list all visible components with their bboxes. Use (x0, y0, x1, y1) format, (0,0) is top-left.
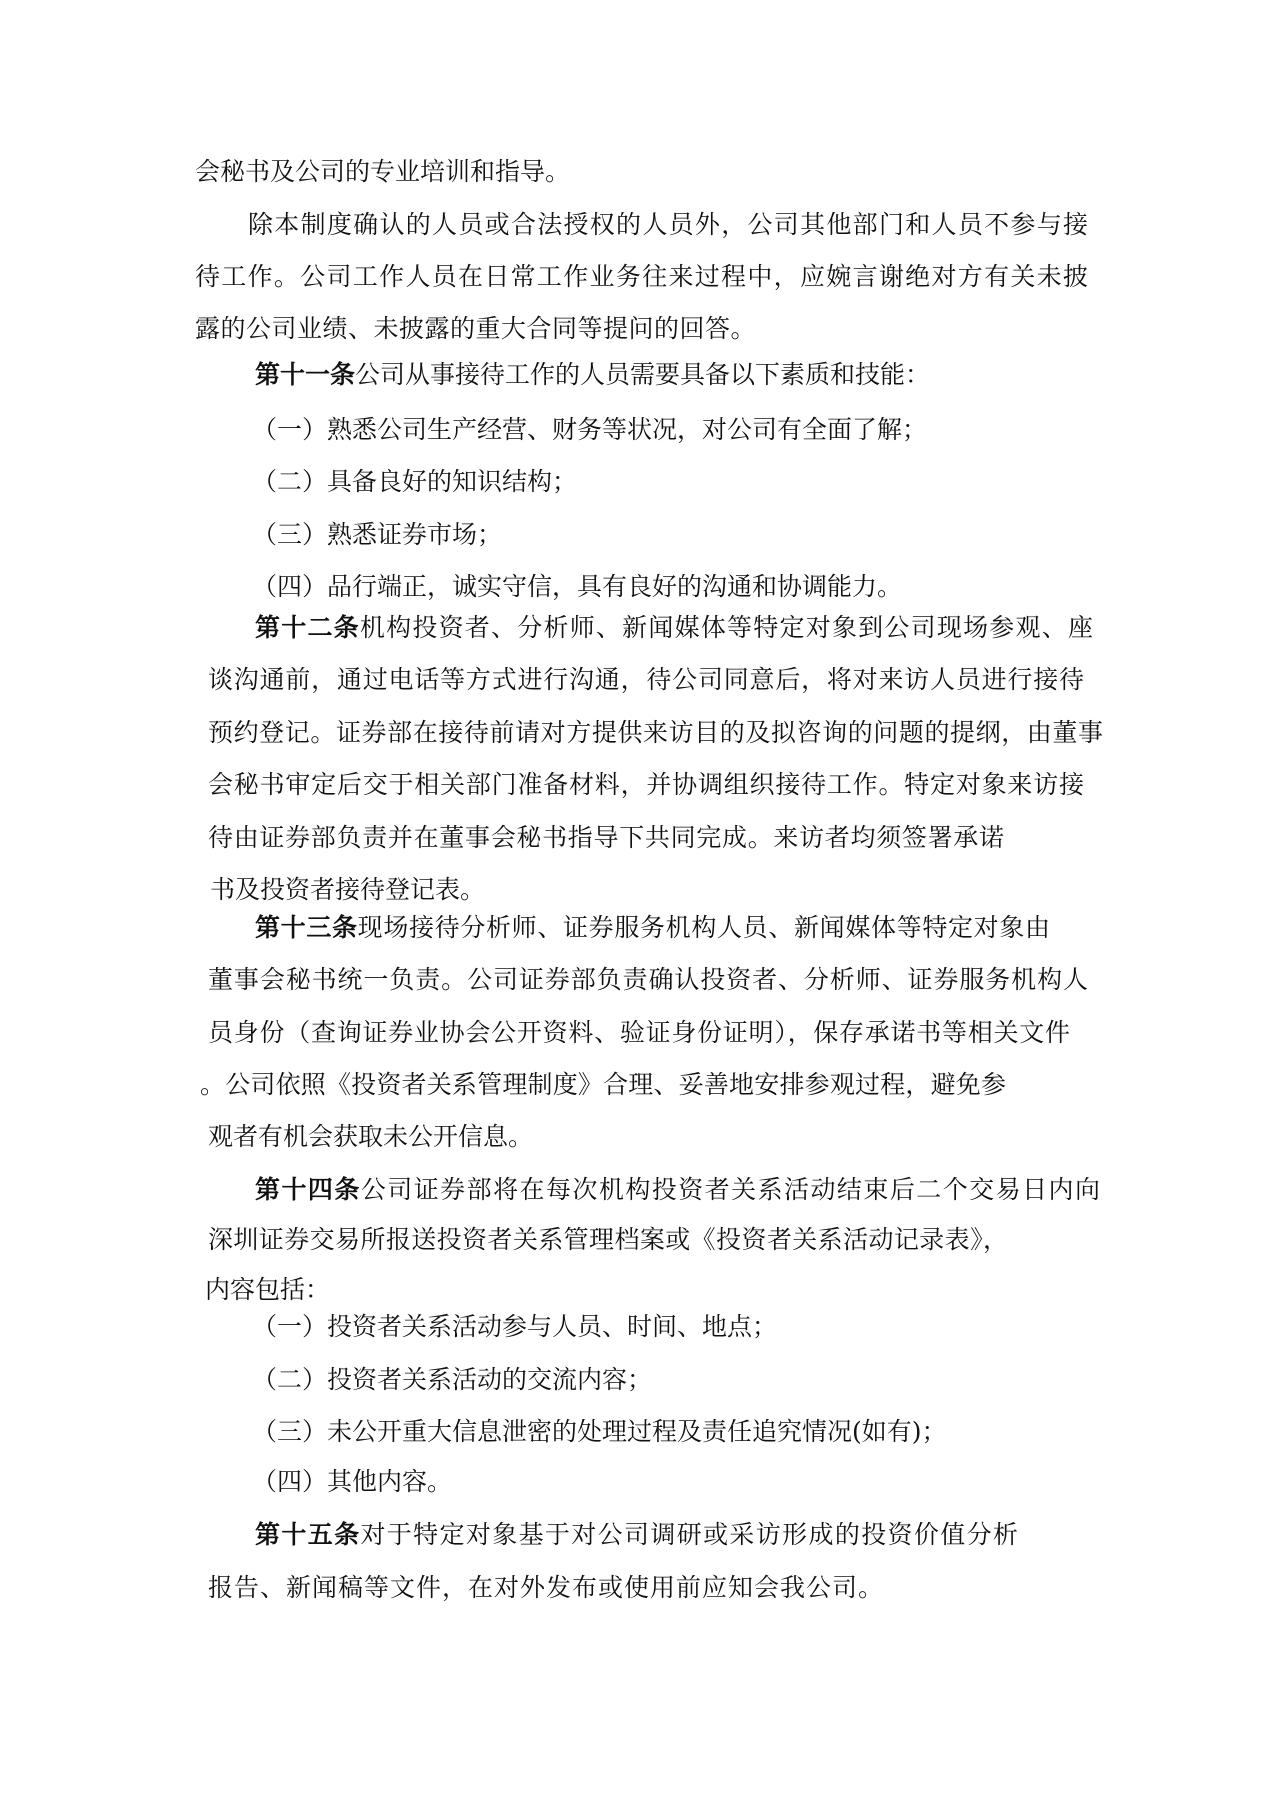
paragraph-line: 。公司依照《投资者关系管理制度》合理、妥善地安排参观过程，避免参 (200, 1070, 1006, 1099)
article-11 (255, 360, 930, 390)
article-heading: 第十一条 (255, 360, 356, 389)
article-14 (255, 1175, 1100, 1205)
paragraph-line: 会秘书审定后交于相关部门准备材料，并协调组织接待工作。特定对象来访接 (208, 770, 1084, 799)
paragraph-line: 除本制度确认的人员或合法授权的人员外，公司其他部门和人员不参与接 (248, 210, 1088, 239)
list-item: （三）熟悉证券市场； (252, 520, 503, 549)
paragraph-line: 董事会秘书统一负责。公司证券部负责确认投资者、分析师、证券服务机构人 (208, 965, 1088, 994)
paragraph-line: 谈沟通前，通过电话等方式进行沟通，待公司同意后，将对来访人员进行接待 (208, 665, 1084, 694)
article-heading: 第十三条 (255, 913, 358, 942)
paragraph-line: 内容包括： (205, 1275, 331, 1304)
paragraph-line: 待由证券部负责并在董事会秘书指导下共同完成。来访者均须签署承诺 (208, 823, 1004, 852)
paragraph-line: 报告、新闻稿等文件，在对外发布或使用前应知会我公司。 (208, 1573, 885, 1602)
paragraph-line: 会秘书及公司的专业培训和指导。 (195, 157, 571, 186)
article-text: 对于特定对象基于对公司调研或采访形成的投资价值分析 (360, 1520, 1018, 1549)
paragraph-line: 员身份（查询证券业协会公开资料、验证身份证明），保存承诺书等相关文件 (208, 1018, 1070, 1047)
article-heading: 第十五条 (255, 1520, 361, 1549)
article-15 (255, 1520, 1018, 1550)
list-item: （二）具备良好的知识结构； (252, 467, 578, 496)
article-text: 现场接待分析师、证券服务机构人员、新闻媒体等特定对象由 (357, 913, 1050, 942)
article-13 (255, 913, 1050, 943)
paragraph-line: 预约登记。证券部在接待前请对方提供来访目的及拟咨询的问题的提纲，由董事 (208, 718, 1103, 747)
paragraph-line: 书及投资者接待登记表。 (210, 875, 486, 904)
list-item: （四）品行端正，诚实守信，具有良好的沟通和协调能力。 (252, 572, 903, 601)
list-item: （三）未公开重大信息泄密的处理过程及责任追究情况(如有)； (252, 1417, 947, 1446)
article-heading: 第十四条 (255, 1175, 361, 1204)
list-item: （四）其他内容。 (252, 1467, 453, 1496)
article-12 (255, 613, 1093, 643)
paragraph-line: 深圳证券交易所报送投资者关系管理档案或《投资者关系活动记录表》， (208, 1225, 1008, 1254)
article-text: 公司证券部将在每次机构投资者关系活动结束后二个交易日内向 (360, 1175, 1100, 1204)
article-text: 公司从事接待工作的人员需要具备以下素质和技能： (355, 360, 931, 389)
paragraph-line: 待工作。公司工作人员在日常工作业务往来过程中，应婉言谢绝对方有关未披 (195, 262, 1088, 291)
article-heading: 第十二条 (255, 613, 360, 642)
article-text: 机构投资者、分析师、新闻媒体等特定对象到公司现场参观、座 (359, 613, 1093, 642)
list-item: （二）投资者关系活动的交流内容； (252, 1365, 653, 1394)
list-item: （一）投资者关系活动参与人员、时间、地点； (252, 1312, 778, 1341)
paragraph-line: 观者有机会获取未公开信息。 (208, 1122, 534, 1151)
paragraph-line: 露的公司业绩、未披露的重大合同等提问的回答。 (195, 314, 757, 343)
list-item: （一）熟悉公司生产经营、财务等状况，对公司有全面了解； (252, 415, 928, 444)
